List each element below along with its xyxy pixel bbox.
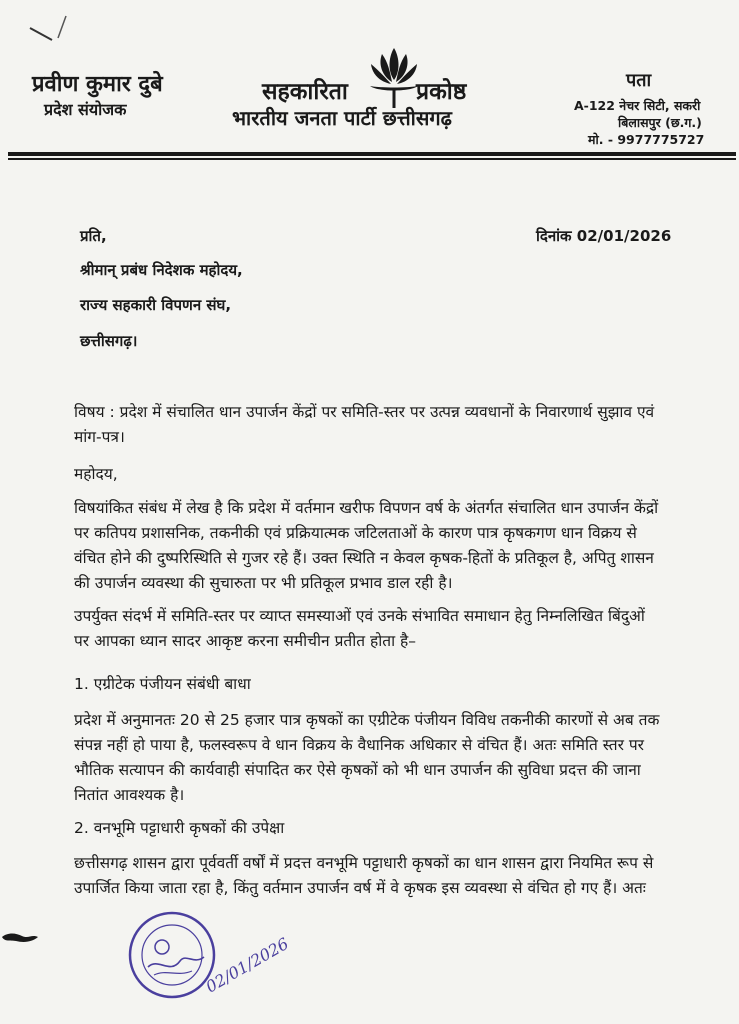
to-label: प्रति, [80,227,107,245]
wing-name-right: प्रकोष्ठ [416,79,467,105]
header-divider-thin [8,158,736,160]
addressee-line-2: राज्य सहकारी विपणन संघ, [80,296,232,314]
subject: विषय : प्रदेश में संचालित धान उपार्जन केंद्रों पर समिति-स्तर पर उत्पन्न व्यवधानों के निवारणार्थ सुझाव एवं मांग-पत्र। [74,403,655,446]
point-1-body: प्रदेश में अनुमानतः 20 से 25 हजार पात्र कृषकों का एग्रीटेक पंजीयन विविध तकनीकी कारणों से अब तक संपन्न नहीं हो पाया है, फलस्वरूप वे धान विक्रय के वैधानिक अधिकार से वंचित हैं। अतः समिति स्तर पर भौतिक सत्यापन की कार्यवाही संपादित कर ऐसे कृषकों को भी धान उपार्जन की सुविधा प्रदत्त की जाना नितांत आवश्यक है। [74,711,660,804]
letter-date: दिनांक 02/01/2026 [536,227,672,245]
stamp-handwritten-date: 02/01/2026 [202,933,292,997]
address-line-2: बिलासपुर (छ.ग.) [618,115,702,130]
body-paragraph-2: उपर्युक्त संदर्भ में समिति-स्तर पर व्याप्त समस्याओं एवं उनके संभावित समाधान हेतु निम्नलिखित बिंदुओं पर आपका ध्यान सादर आकृष्ट करना समीचीन प्रतीत होता है– [74,607,645,650]
address-title: पता [626,70,652,91]
lotus-logo-icon [366,44,422,110]
point-1-heading: 1. एग्रीटेक पंजीयन संबंधी बाधा [74,675,251,693]
official-stamp-icon [118,905,292,1015]
salutation: महोदय, [74,465,118,483]
sender-name: प्रवीण कुमार दुबे [32,72,163,97]
address-line-1: A-122 नेचर सिटी, सकरी [574,98,701,113]
point-2-body: छत्तीसगढ़ शासन द्वारा पूर्ववर्ती वर्षों में प्रदत्त वनभूमि पट्टाधारी कृषकों का धान शासन द्वारा नियमित रूप से उपार्जित किया जाता रहा है, किंतु वर्तमान उपार्जन वर्ष में वे कृषक इस व्यवस्था से वंचित हो गए हैं। अतः [74,854,654,897]
ink-smudge [2,930,38,944]
header-divider-thick [8,152,736,156]
wing-name-left: सहकारिता [262,79,348,105]
addressee-line-3: छत्तीसगढ़। [80,332,138,350]
body-paragraph-1: विषयांकित संबंध में लेख है कि प्रदेश में वर्तमान खरीफ विपणन वर्ष के अंतर्गत संचालित धान उपार्जन केंद्रों पर कतिपय प्रशासनिक, तकनीकी एवं प्रक्रियात्मक जटिलताओं के कारण पात्र कृषकगण धान विक्रय से वंचित होने की दुष्परिस्थिति से गुजर रहे हैं। उक्त स्थिति न केवल कृषक-हितों के प्रतिकूल है, अपितु शासन की उपार्जन व्यवस्था की सुचारुता पर भी प्रतिकूल प्रभाव डाल रही है। [74,499,659,592]
point-2-heading: 2. वनभूमि पट्टाधारी कृषकों की उपेक्षा [74,819,285,837]
addressee-line-1: श्रीमान् प्रबंध निदेशक महोदय, [80,261,243,279]
mobile-number: मो. - 9977775727 [588,132,705,147]
pen-mark [28,10,88,50]
sender-role: प्रदेश संयोजक [44,100,127,119]
party-name: भारतीय जनता पार्टी छत्तीसगढ़ [232,106,452,130]
